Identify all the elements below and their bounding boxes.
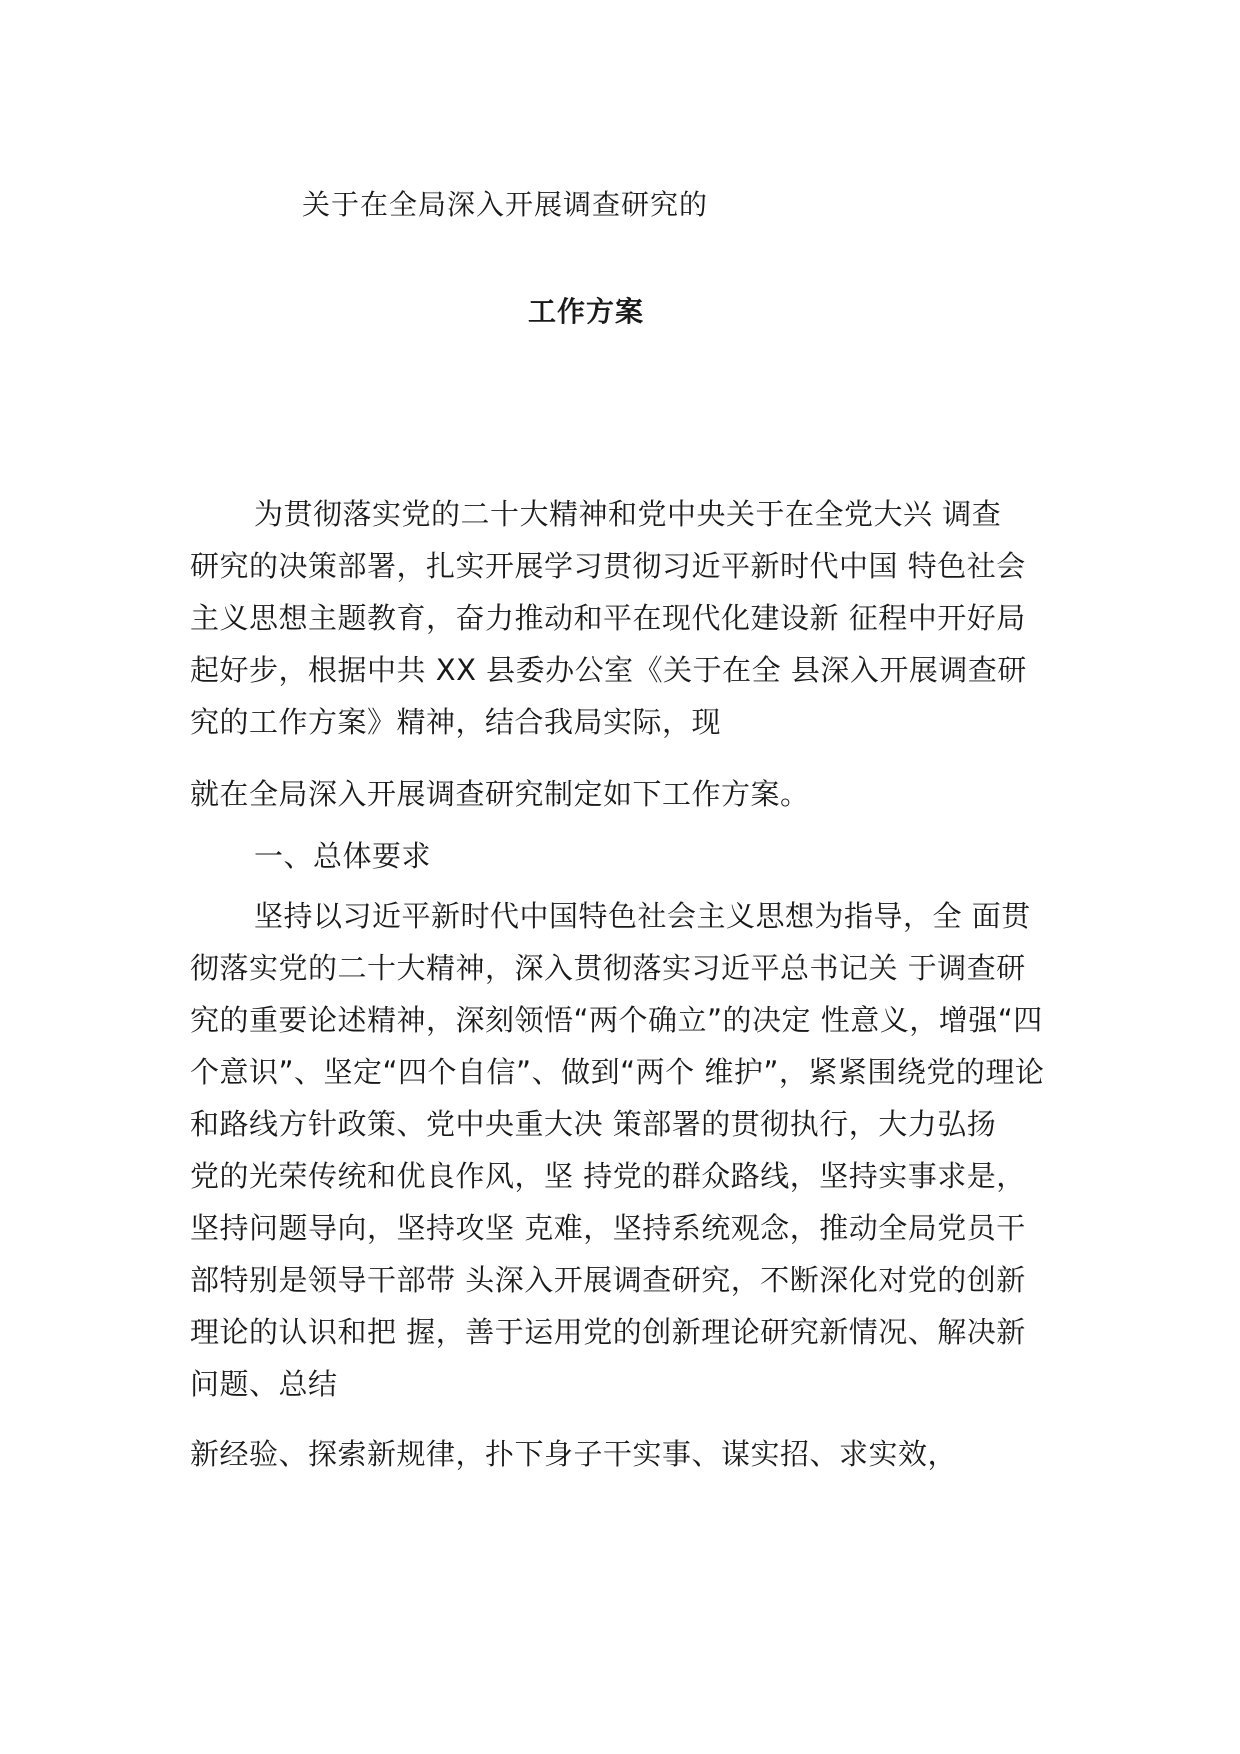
paragraph-2-line-10: 问题、总结	[190, 1367, 338, 1401]
paragraph-2-line-9: 理论的认识和把 握，善于运用党的创新理论研究新情况、解决新	[190, 1315, 1026, 1349]
paragraph-2-line-2: 彻落实党的二十大精神，深入贯彻落实习近平总书记关 于调查研	[190, 951, 1026, 985]
paragraph-1-line-2: 研究的决策部署，扎实开展学习贯彻习近平新时代中国 特色社会	[190, 549, 1026, 583]
paragraph-2-line-11: 新经验、探索新规律，扑下身子干实事、谋实招、求实效，	[190, 1437, 958, 1471]
document-title-line-2: 工作方案	[528, 295, 645, 328]
paragraph-1-line-1: 为贯彻落实党的二十大精神和党中央关于在全党大兴 调查	[254, 497, 1002, 531]
paragraph-2-line-1: 坚持以习近平新时代中国特色社会主义思想为指导，全 面贯	[254, 899, 1031, 933]
paragraph-1-line-6: 就在全局深入开展调查研究制定如下工作方案。	[190, 777, 810, 811]
paragraph-2-line-8: 部特别是领导干部带 头深入开展调查研究，不断深化对党的创新	[190, 1263, 1026, 1297]
paragraph-1-line-4: 起好步，根据中共 XX 县委办公室《关于在全 县深入开展调查研	[190, 653, 1027, 687]
paragraph-2-line-5: 和路线方针政策、党中央重大决 策部署的贯彻执行，大力弘扬	[190, 1107, 997, 1141]
paragraph-2-line-7: 坚持问题导向，坚持攻坚 克难，坚持系统观念，推动全局党员干	[190, 1211, 1026, 1245]
paragraph-2-line-6: 党的光荣传统和优良作风，坚 持党的群众路线，坚持实事求是，	[190, 1159, 1026, 1193]
document-title-line-1: 关于在全局深入开展调查研究的	[302, 188, 709, 221]
paragraph-2-line-3: 究的重要论述精神，深刻领悟“两个确立”的决定 性意义，增强“四	[190, 1003, 1043, 1037]
paragraph-2-line-4: 个意识”、坚定“四个自信”、做到“两个 维护”，紧紧围绕党的理论	[190, 1055, 1045, 1089]
paragraph-1-line-5: 究的工作方案》精神，结合我局实际，现	[190, 705, 722, 739]
section-1-heading: 一、总体要求	[254, 839, 432, 873]
paragraph-1-line-3: 主义思想主题教育，奋力推动和平在现代化建设新 征程中开好局	[190, 601, 1026, 635]
